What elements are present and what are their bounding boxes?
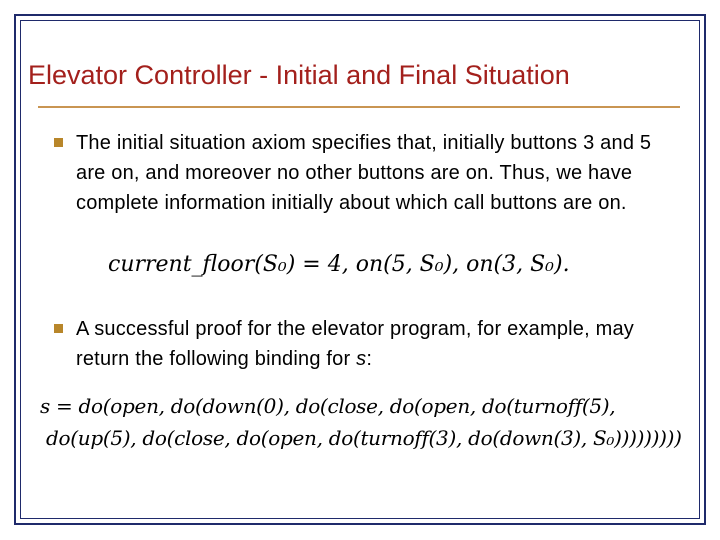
bullet-text-suffix: :: [366, 348, 373, 370]
variable-s: s: [356, 348, 367, 370]
title-divider: [38, 106, 680, 108]
formula-binding-line-1: s = do(open, do(down(0), do(close, do(open, do(turnoff(5),: [40, 394, 616, 418]
bullet-text: The initial situation axiom specifies that, initially buttons 3 and 5 are on, and moreover no other buttons are on. Thus, we have complete information initially about which call buttons are on.: [76, 132, 652, 214]
slide-title: Elevator Controller - Initial and Final Situation: [28, 60, 570, 90]
bullet-square-icon: [54, 138, 63, 147]
formula-binding-line-2: do(up(5), do(close, do(open, do(turnoff(3), do(down(3), S₀))))))))): [46, 426, 682, 450]
bullet-square-icon: [54, 324, 63, 333]
formula-initial-situation: current_floor(S₀) = 4, on(5, S₀), on(3, S₀).: [108, 252, 570, 277]
bullet-successful-proof: [46, 314, 686, 374]
bullet-initial-situation: [46, 128, 686, 218]
bullet-text: A successful proof for the elevator program, for example, may return the following binding for: [76, 318, 635, 370]
